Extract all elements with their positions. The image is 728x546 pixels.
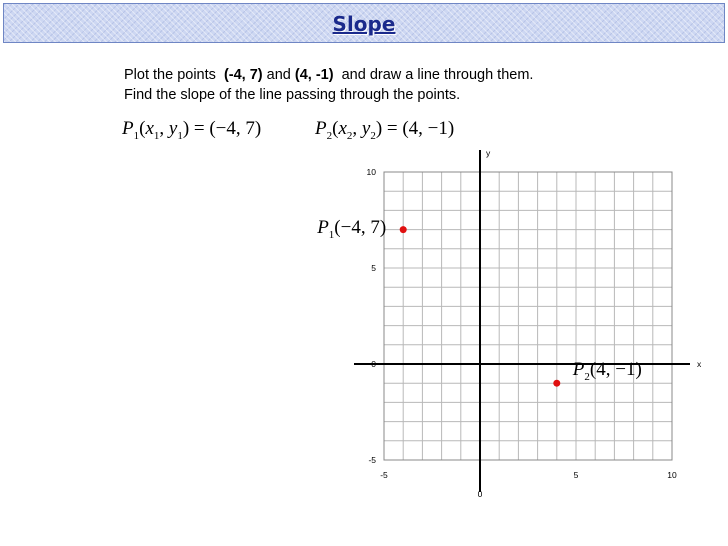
point-2-text: (4, -1)	[294, 67, 334, 83]
origin-x-label: 0	[477, 489, 483, 499]
y-axis-label: y	[486, 148, 491, 158]
x-tick-label: 10	[667, 470, 677, 480]
x-axis-label: x	[697, 359, 702, 369]
point-label: $P_1(-4$, 7)	[317, 216, 387, 241]
instruction-and: and	[262, 67, 295, 83]
equation-p2: $P_2(x_2$, $y_2) = (4$, −1)	[315, 118, 455, 142]
data-point	[553, 380, 560, 387]
slide-title: Slope	[332, 12, 396, 36]
grid-border	[384, 172, 672, 460]
y-tick-label: 0	[371, 359, 376, 369]
point-label: $P_2(4$, −1)	[572, 359, 642, 383]
y-tick-label: 10	[366, 167, 376, 177]
x-tick-label: -5	[380, 470, 388, 480]
y-tick-label: 5	[371, 263, 376, 273]
y-tick-label: -5	[368, 455, 376, 465]
instruction-text-b: and draw a line through them.	[333, 67, 534, 83]
point-1-text: (-4, 7)	[223, 67, 263, 83]
x-tick-label: 5	[573, 470, 579, 480]
instruction-text-a: Plot the points	[124, 67, 224, 83]
equation-p1: $P_1(x_1$, $y_1) = (-4$, 7)	[122, 118, 262, 142]
instruction-line-2: Find the slope of the line passing through the points.	[124, 87, 461, 103]
data-point	[400, 226, 407, 233]
